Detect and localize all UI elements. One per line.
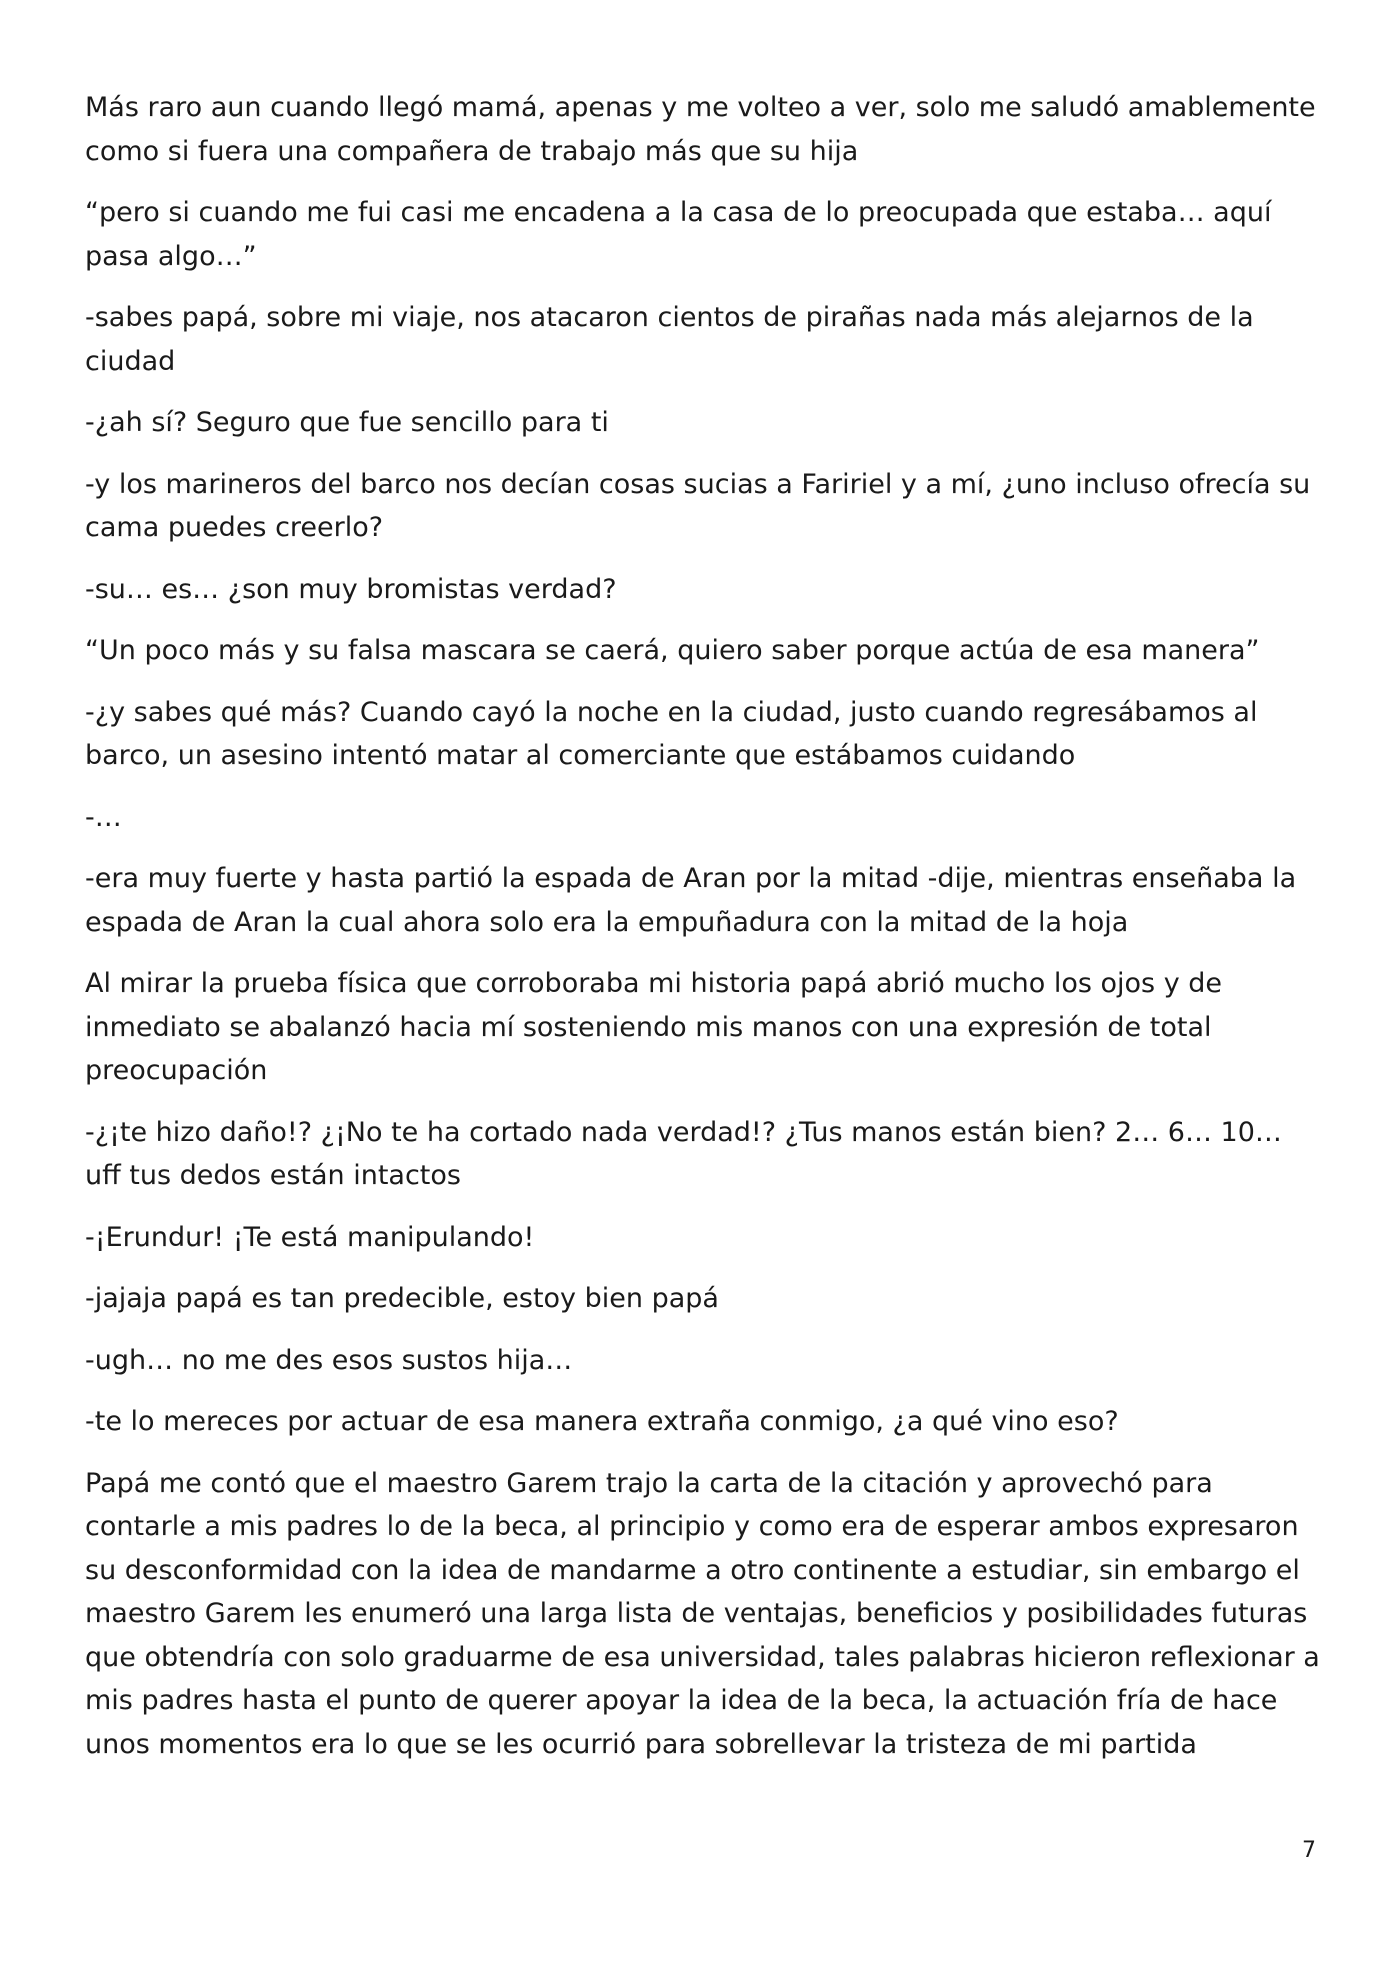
paragraph: -¿y sabes qué más? Cuando cayó la noche en la ciudad, justo cuando regresábamos al barco, un asesino intentó matar al comerciante que estábamos cuidando: [85, 696, 1258, 771]
paragraph: “Un poco más y su falsa mascara se caerá, quiero saber porque actúa de esa manera”: [85, 635, 1260, 666]
paragraph: -…: [85, 801, 122, 833]
paragraph: -ugh… no me des esos sustos hija…: [85, 1344, 573, 1376]
paragraph: -su… es… ¿son muy bromistas verdad?: [85, 573, 617, 605]
paragraph: -sabes papá, sobre mi viaje, nos atacaron cientos de pirañas nada más alejarnos de la ciudad: [85, 302, 1254, 377]
paragraph: -era muy fuerte y hasta partió la espada de Aran por la mitad -dije, mientras enseñaba la espada de Aran la cual ahora solo era la empuñadura con la mitad de la hoja: [85, 863, 1297, 938]
document-body: [85, 86, 1320, 1784]
paragraph: -¿¡te hizo daño!? ¿¡No te ha cortado nada verdad!? ¿Tus manos están bien? 2… 6… 10… uff tus dedos están intactos: [85, 1116, 1282, 1191]
paragraph: -te lo mereces por actuar de esa manera extraña conmigo, ¿a qué vino eso?: [85, 1406, 1119, 1437]
paragraph: Más raro aun cuando llegó mamá, apenas y me volteo a ver, solo me saludó amablemente como si fuera una compañera de trabajo más que su hija: [85, 92, 1316, 167]
paragraph: -¡Erundur! ¡Te está manipulando!: [85, 1221, 535, 1253]
page-number: 7: [1302, 1838, 1316, 1863]
paragraph: Al mirar la prueba física que corroboraba mi historia papá abrió mucho los ojos y de inmediato se abalanzó hacia mí sosteniendo mis manos con una expresión de total preocupación: [85, 968, 1223, 1086]
paragraph: Papá me contó que el maestro Garem trajo la carta de la citación y aprovechó para contarle a mis padres lo de la beca, al principio y como era de esperar ambos expresaron su desconformidad con la idea de mandarme a otro continente a estudiar, sin embargo el maestro Garem les enumeró una larga lista de ventajas, beneficios y posibilidades futuras que obtendría con solo graduarme de esa universidad, tales palabras hicieron reflexionar a mis padres hasta el punto de querer apoyar la idea de la beca, la actuación fría de hace unos momentos era lo que se les ocurrió para sobrellevar la tristeza de mi partida: [85, 1467, 1320, 1760]
paragraph: “pero si cuando me fui casi me encadena a la casa de lo preocupada que estaba… aquí pasa algo…”: [85, 197, 1272, 272]
paragraph: -y los marineros del barco nos decían cosas sucias a Faririel y a mí, ¿uno incluso ofrecía su cama puedes creerlo?: [85, 468, 1311, 543]
paragraph: -jajaja papá es tan predecible, estoy bien papá: [85, 1283, 719, 1314]
paragraph: -¿ah sí? Seguro que fue sencillo para ti: [85, 407, 609, 438]
